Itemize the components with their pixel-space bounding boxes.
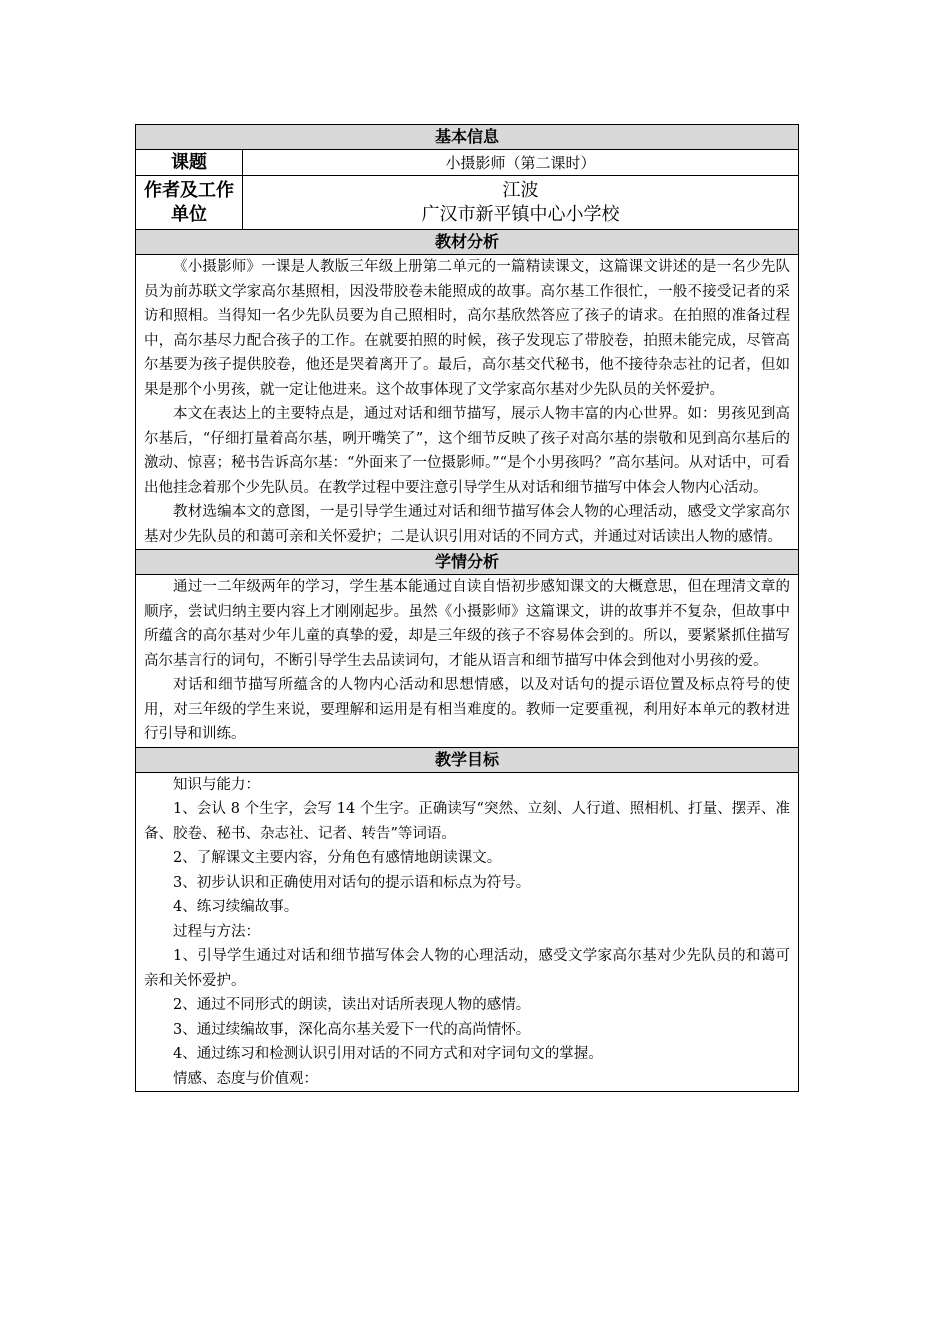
teaching-goals-body xyxy=(136,772,799,1092)
textbook-analysis-body xyxy=(136,255,799,550)
paragraph: 通过一二年级两年的学习，学生基本能通过自读自悟初步感知课文的大概意思，但在理清文章的顺序，尝试归纳主要内容上才刚刚起步。虽然《小摄影师》这篇课文，讲的故事并不复杂，但故事中所蕴含的高尔基对少年儿童的真挚的爱，却是三年级的孩子不容易体会到的。所以，要紧紧抓住描写高尔基言行的词句，不断引导学生去品读词句，才能从语言和细节描写中体会到他对小男孩的爱。 xyxy=(144,579,791,669)
topic-label: 课题 xyxy=(136,150,243,176)
goal-item: 4、练习续编故事。 xyxy=(173,899,299,915)
goal-item: 2、了解课文主要内容，分角色有感情地朗读课文。 xyxy=(173,850,502,866)
author-label: 作者及工作单位 xyxy=(136,176,243,230)
goal-item: 2、通过不同形式的朗读，读出对话所表现人物的感情。 xyxy=(173,997,531,1013)
paragraph: 教材选编本文的意图，一是引导学生通过对话和细节描写体会人物的心理活动，感受文学家高尔基对少先队员的和蔼可亲和关怀爱护；二是认识引用对话的不同方式，并通过对话读出人物的感情。 xyxy=(144,504,791,545)
author-school: 广汉市新平镇中心小学校 xyxy=(421,203,620,225)
goal-item: 1、会认 8 个生字，会写 14 个生字。正确读写“突然、立刻、人行道、照相机、打量、摆弄、准备、胶卷、秘书、杂志社、记者、转告”等词语。 xyxy=(144,801,791,842)
goal-item: 1、引导学生通过对话和细节描写体会人物的心理活动，感受文学家高尔基对少先队员的和蔼可亲和关怀爱护。 xyxy=(144,948,791,989)
goal-heading: 过程与方法： xyxy=(173,923,260,940)
paragraph: 本文在表达上的主要特点是，通过对话和细节描写，展示人物丰富的内心世界。如：男孩见到高尔基后，“仔细打量着高尔基，咧开嘴笑了”，这个细节反映了孩子对高尔基的崇敬和见到高尔基后的激动、惊喜；秘书告诉高尔基：“外面来了一位摄影师。”“是个小男孩吗？”高尔基问。从对话中，可看出他挂念着那个少先队员。在教学过程中要注意引导学生从对话和细节描写中体会人物内心活动。 xyxy=(144,406,791,496)
teaching-goals-header: 教学目标 xyxy=(136,747,799,772)
goal-item: 3、初步认识和正确使用对话句的提示语和标点为符号。 xyxy=(173,874,531,891)
author-info xyxy=(243,176,799,230)
author-name: 江波 xyxy=(502,179,539,201)
goal-heading: 知识与能力： xyxy=(173,776,260,793)
goal-item: 3、通过续编故事，深化高尔基关爱下一代的高尚情怀。 xyxy=(173,1021,531,1038)
paragraph: 对话和细节描写所蕴含的人物内心活动和思想情感，以及对话句的提示语位置及标点符号的使用，对三年级的学生来说，要理解和运用是有相当难度的。教师一定要重视，利用好本单元的教材进行引导和训练。 xyxy=(144,677,791,742)
student-analysis-header: 学情分析 xyxy=(136,550,799,575)
basic-info-header: 基本信息 xyxy=(136,125,799,150)
student-analysis-body xyxy=(136,575,799,748)
paragraph: 《小摄影师》一课是人教版三年级上册第二单元的一篇精读课文，这篇课文讲述的是一名少先队员为前苏联文学家高尔基照相，因没带胶卷未能照成的故事。高尔基工作很忙，一般不接受记者的采访和照相。当得知一名少先队员要为自己照相时，高尔基欣然答应了孩子的请求。在拍照的准备过程中，高尔基尽力配合孩子的工作。在就要拍照的时候，孩子发现忘了带胶卷，拍照未能完成，尽管高尔基要为孩子提供胶卷，他还是哭着离开了。最后，高尔基交代秘书，他不接待杂志社的记者，但如果是那个小男孩，就一定让他进来。这个故事体现了文学家高尔基对少先队员的关怀爱护。 xyxy=(144,259,791,398)
goal-item: 4、通过练习和检测认识引用对话的不同方式和对字词句文的掌握。 xyxy=(173,1046,603,1062)
lesson-plan-table xyxy=(135,124,799,1092)
goal-heading: 情感、态度与价值观： xyxy=(173,1070,318,1087)
textbook-analysis-header: 教材分析 xyxy=(136,230,799,255)
topic-value: 小摄影师（第二课时） xyxy=(243,150,799,176)
